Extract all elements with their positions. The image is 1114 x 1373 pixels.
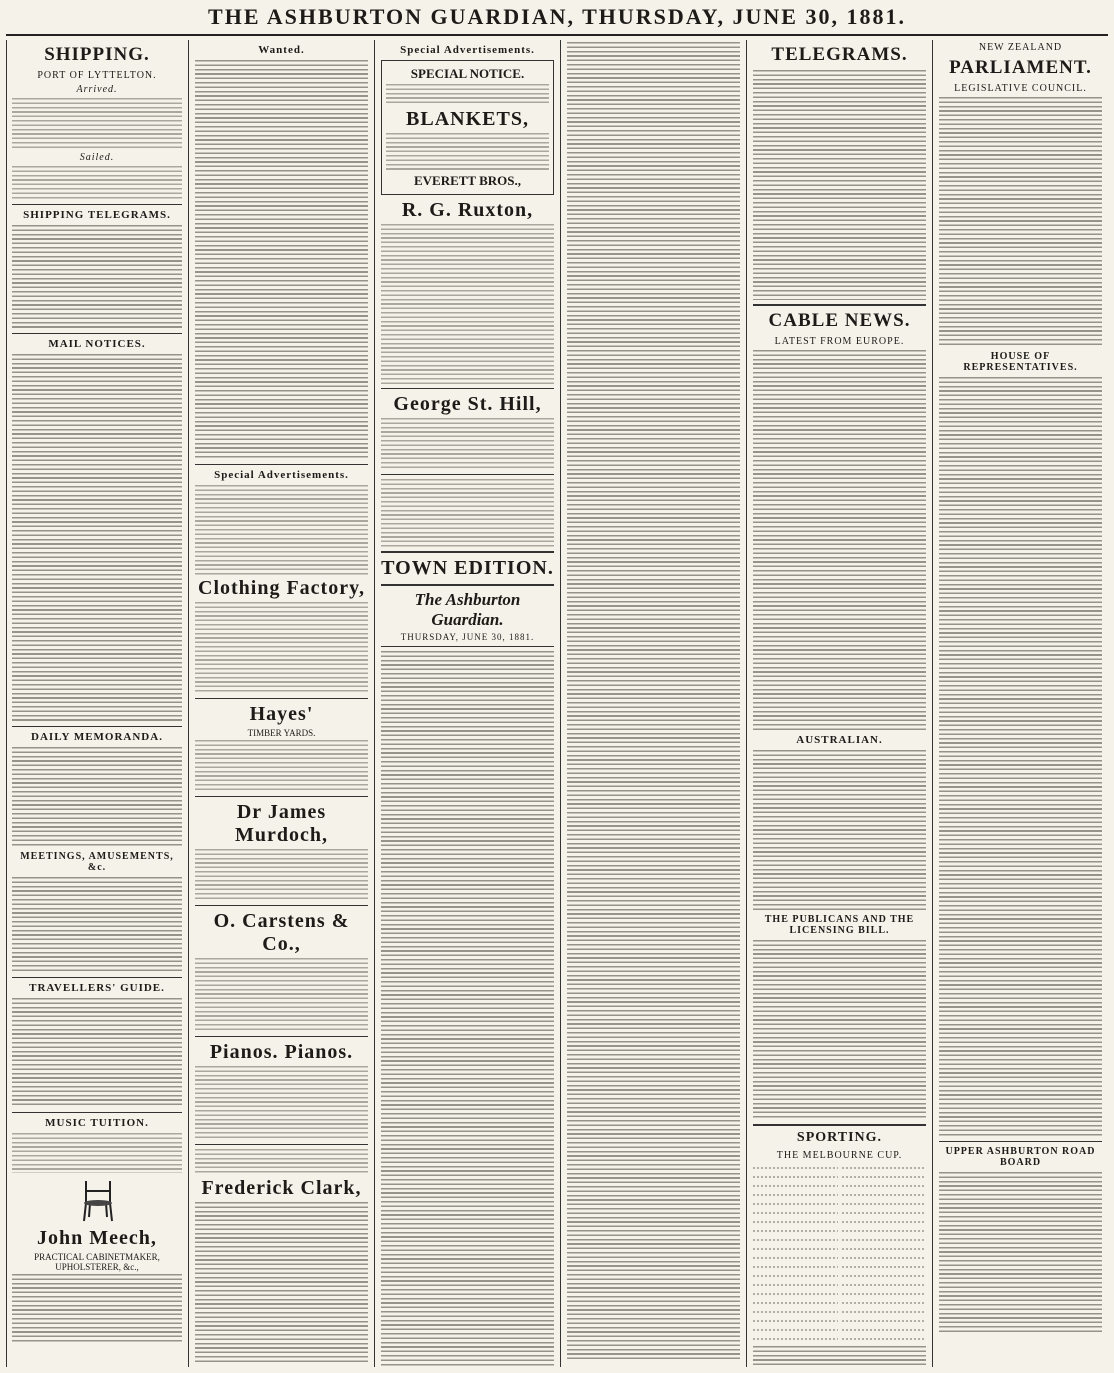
pianos-title: Pianos. Pianos. <box>209 1041 354 1063</box>
column-4-text <box>567 42 740 1362</box>
meetings-heading: MEETINGS, AMUSEMENTS, &c. <box>20 851 174 873</box>
cable-news-text <box>753 350 926 730</box>
sporting-footer-text <box>753 1346 926 1367</box>
parliament-heading: PARLIAMENT. <box>949 57 1092 78</box>
ruxton-text <box>381 224 554 384</box>
wanted-heading: Wanted. <box>258 44 305 56</box>
sailed-heading: Sailed. <box>79 152 115 163</box>
hayes-text <box>195 740 368 792</box>
australian-text <box>753 750 926 910</box>
editorial-text <box>381 651 554 1367</box>
chair-illustration <box>72 1177 122 1223</box>
shipping-telegrams-heading: SHIPPING TELEGRAMS. <box>23 209 171 221</box>
blankets-title: BLANKETS, <box>406 108 529 130</box>
column-4 <box>561 40 747 1367</box>
travellers-text <box>12 998 182 1108</box>
special-notice-box <box>381 60 554 195</box>
clothing-factory-title: Clothing Factory, <box>198 577 365 599</box>
spackman-text <box>381 479 554 547</box>
nz-heading: NEW ZEALAND <box>978 42 1063 53</box>
masthead-title: THE ASHBURTON GUARDIAN, THURSDAY, JUNE 30, 1881. <box>208 4 906 29</box>
left-border <box>6 40 7 1367</box>
music-text <box>12 1133 182 1173</box>
hayes-title: Hayes' <box>249 703 314 725</box>
meech-name: John Meech, <box>37 1227 157 1249</box>
special-notice-text <box>386 84 549 106</box>
george-st-hill-title: George St. Hill, <box>393 393 542 415</box>
memoranda-text <box>12 747 182 847</box>
mens-boys-text <box>195 485 368 575</box>
reps-text <box>939 377 1102 1137</box>
meetings-text <box>12 877 182 973</box>
publicans-text <box>753 940 926 1120</box>
meech-trade: PRACTICAL CABINETMAKER, UPHOLSTERER, &c., <box>34 1252 160 1272</box>
town-edition-title: TOWN EDITION. <box>381 557 554 579</box>
arrived-text <box>12 98 182 150</box>
telegrams-heading: TELEGRAMS. <box>771 44 908 65</box>
telegrams-text <box>753 70 926 300</box>
special-notice-title: SPECIAL NOTICE. <box>410 66 525 81</box>
carstens-title: O. Carstens & Co., <box>213 910 350 955</box>
meech-text <box>12 1274 182 1344</box>
daily-memoranda-heading: DAILY MEMORANDA. <box>31 731 163 743</box>
clark-text <box>195 1202 368 1362</box>
travellers-guide-heading: TRAVELLERS' GUIDE. <box>29 982 165 994</box>
guardian-title: The Ashburton Guardian. <box>414 590 521 629</box>
everett-title: EVERETT BROS., <box>413 173 522 188</box>
mail-notices-text <box>12 354 182 722</box>
blankets-text <box>386 133 549 171</box>
sailed-text <box>12 166 182 200</box>
column-6 <box>933 40 1108 1367</box>
clark-title: Frederick Clark, <box>201 1177 362 1199</box>
mail-notices-heading: MAIL NOTICES. <box>48 338 146 350</box>
special-ads-heading-2: Special Advertisements. <box>400 44 535 56</box>
weights-table <box>753 1164 926 1344</box>
sporting-heading: SPORTING. <box>796 1130 883 1145</box>
melbourne-cup-heading: THE MELBOURNE CUP. <box>776 1150 903 1161</box>
column-1 <box>6 40 189 1367</box>
column-2 <box>189 40 375 1367</box>
column-3 <box>375 40 561 1367</box>
port-heading: PORT OF LYTTELTON. <box>37 70 157 81</box>
council-text <box>939 97 1102 347</box>
publicans-heading: THE PUBLICANS AND THE LICENSING BILL. <box>764 914 915 936</box>
special-ads-heading: Special Advertisements. <box>214 469 349 481</box>
upper-ashburton-heading: UPPER ASHBURTON ROAD BOARD <box>945 1146 1096 1168</box>
road-board-text <box>939 1172 1102 1332</box>
hayes-subtitle: TIMBER YARDS. <box>247 728 316 738</box>
reps-heading: HOUSE OF REPRESENTATIVES. <box>963 351 1078 373</box>
column-5 <box>747 40 933 1367</box>
clark-intro-text <box>195 1149 368 1175</box>
ruxton-title: R. G. Ruxton, <box>401 199 534 221</box>
cable-news-heading: CABLE NEWS. <box>768 310 911 331</box>
arrived-heading: Arrived. <box>76 84 118 95</box>
music-tuition-heading: MUSIC TUITION. <box>45 1117 149 1129</box>
shipping-telegrams-text <box>12 225 182 329</box>
carstens-text <box>195 958 368 1032</box>
wanted-text <box>195 60 368 460</box>
murdoch-text <box>195 849 368 901</box>
george-st-hill-text <box>381 418 554 470</box>
pianos-text <box>195 1066 368 1140</box>
australian-heading: AUSTRALIAN. <box>796 734 883 746</box>
murdoch-title: Dr James Murdoch, <box>235 801 328 846</box>
shipping-heading: SHIPPING. <box>44 44 150 65</box>
legislative-council-heading: LEGISLATIVE COUNCIL. <box>954 83 1087 94</box>
clothing-factory-text <box>195 602 368 694</box>
masthead-rule <box>6 34 1108 36</box>
guardian-date: THURSDAY, JUNE 30, 1881. <box>400 632 535 642</box>
cable-news-subheading: LATEST FROM EUROPE. <box>774 336 905 347</box>
